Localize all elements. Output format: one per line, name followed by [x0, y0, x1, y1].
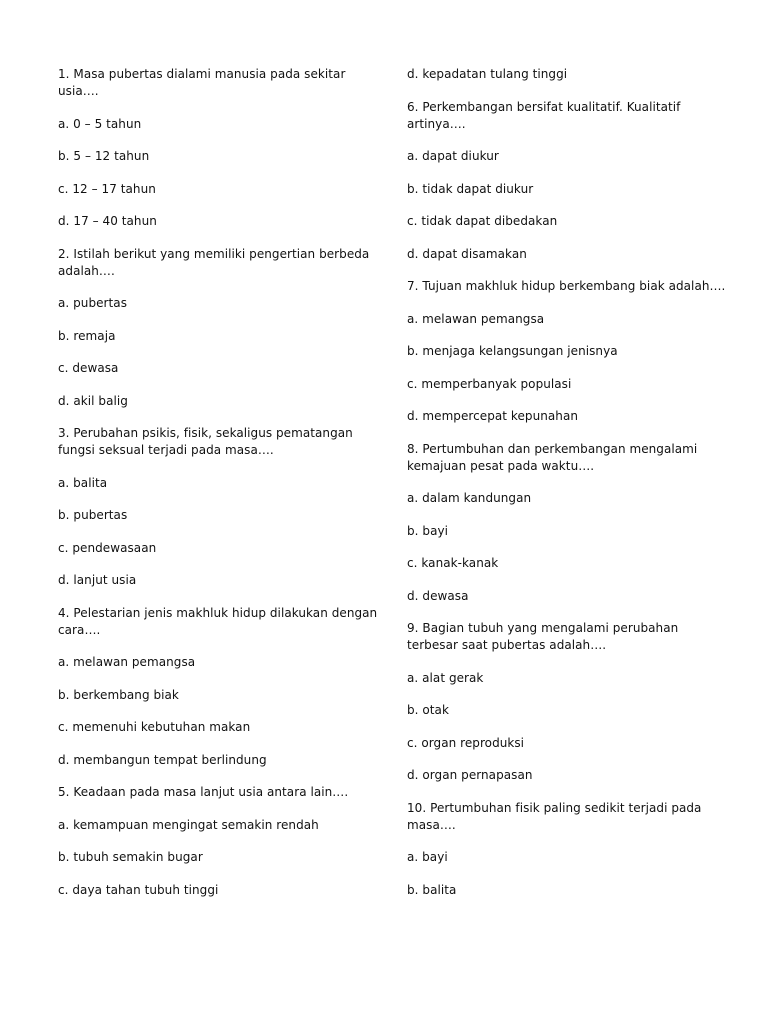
question-text: 3. Perubahan psikis, fisik, sekaligus pematangan fungsi seksual terjadi pada masa….: [58, 426, 353, 457]
answer-option: b. pubertas: [58, 508, 128, 522]
answer-option: c. tidak dapat dibedakan: [407, 214, 558, 228]
answer-option: c. kanak-kanak: [407, 556, 499, 570]
answer-option: d. lanjut usia: [58, 573, 137, 587]
answer-option: d. dapat disamakan: [407, 246, 527, 261]
answer-option: a. dalam kandungan: [407, 491, 532, 505]
answer-option: b. remaja: [58, 328, 116, 343]
answer-option: a. balita: [58, 475, 108, 490]
question-text: 9. Bagian tubuh yang mengalami perubahan terbesar saat pubertas adalah….: [407, 621, 679, 652]
question-text: 8. Pertumbuhan dan perkembangan mengalami kemajuan pesat pada waktu….: [407, 441, 698, 473]
answer-option: c. 12 – 17 tahun: [58, 181, 156, 196]
answer-option: a. alat gerak: [407, 670, 484, 685]
answer-option: a. 0 – 5 tahun: [58, 116, 142, 131]
question-text: 2. Istilah berikut yang memiliki pengertian berbeda adalah….: [58, 246, 370, 278]
answer-option: b. bayi: [407, 523, 449, 538]
answer-option: a. pubertas: [58, 296, 127, 310]
answer-option: d. organ pernapasan: [407, 768, 533, 782]
answer-option: d. 17 – 40 tahun: [58, 214, 157, 228]
question-text: 10. Pertumbuhan fisik paling sedikit terjadi pada masa….: [407, 800, 702, 832]
answer-option: c. memperbanyak populasi: [407, 376, 572, 391]
right-column: [407, 66, 727, 914]
answer-option: c. pendewasaan: [58, 540, 157, 555]
answer-option: b. berkembang biak: [58, 687, 179, 702]
answer-option: b. tidak dapat diukur: [407, 181, 534, 196]
answer-option: b. menjaga kelangsungan jenisnya: [407, 344, 618, 358]
question-text: 7. Tujuan makhluk hidup berkembang biak adalah….: [407, 279, 726, 293]
answer-option: c. daya tahan tubuh tinggi: [58, 882, 219, 897]
question-text: 6. Perkembangan bersifat kualitatif. Kualitatif artinya….: [407, 99, 681, 131]
answer-option: d. membangun tempat berlindung: [58, 752, 267, 767]
answer-option: a. bayi: [407, 850, 448, 864]
answer-option: c. memenuhi kebutuhan makan: [58, 720, 251, 734]
answer-option: b. 5 – 12 tahun: [58, 149, 150, 163]
question-text: 4. Pelestarian jenis makhluk hidup dilakukan dengan cara….: [58, 605, 378, 637]
answer-option: b. balita: [407, 882, 457, 897]
answer-option: b. otak: [407, 703, 449, 717]
answer-option: d. dewasa: [407, 588, 469, 603]
answer-option: c. organ reproduksi: [407, 735, 525, 750]
answer-option: b. tubuh semakin bugar: [58, 850, 203, 864]
question-text: 5. Keadaan pada masa lanjut usia antara lain….: [58, 785, 349, 799]
answer-option: d. kepadatan tulang tinggi: [407, 67, 568, 81]
question-text: 1. Masa pubertas dialami manusia pada sekitar usia….: [58, 67, 346, 98]
left-column: [58, 66, 378, 914]
answer-option: d. mempercepat kepunahan: [407, 409, 578, 423]
answer-option: a. dapat diukur: [407, 149, 499, 163]
answer-option: a. kemampuan mengingat semakin rendah: [58, 817, 319, 832]
answer-option: d. akil balig: [58, 393, 128, 408]
answer-option: c. dewasa: [58, 361, 119, 375]
answer-option: a. melawan pemangsa: [407, 311, 545, 326]
answer-option: a. melawan pemangsa: [58, 655, 196, 669]
